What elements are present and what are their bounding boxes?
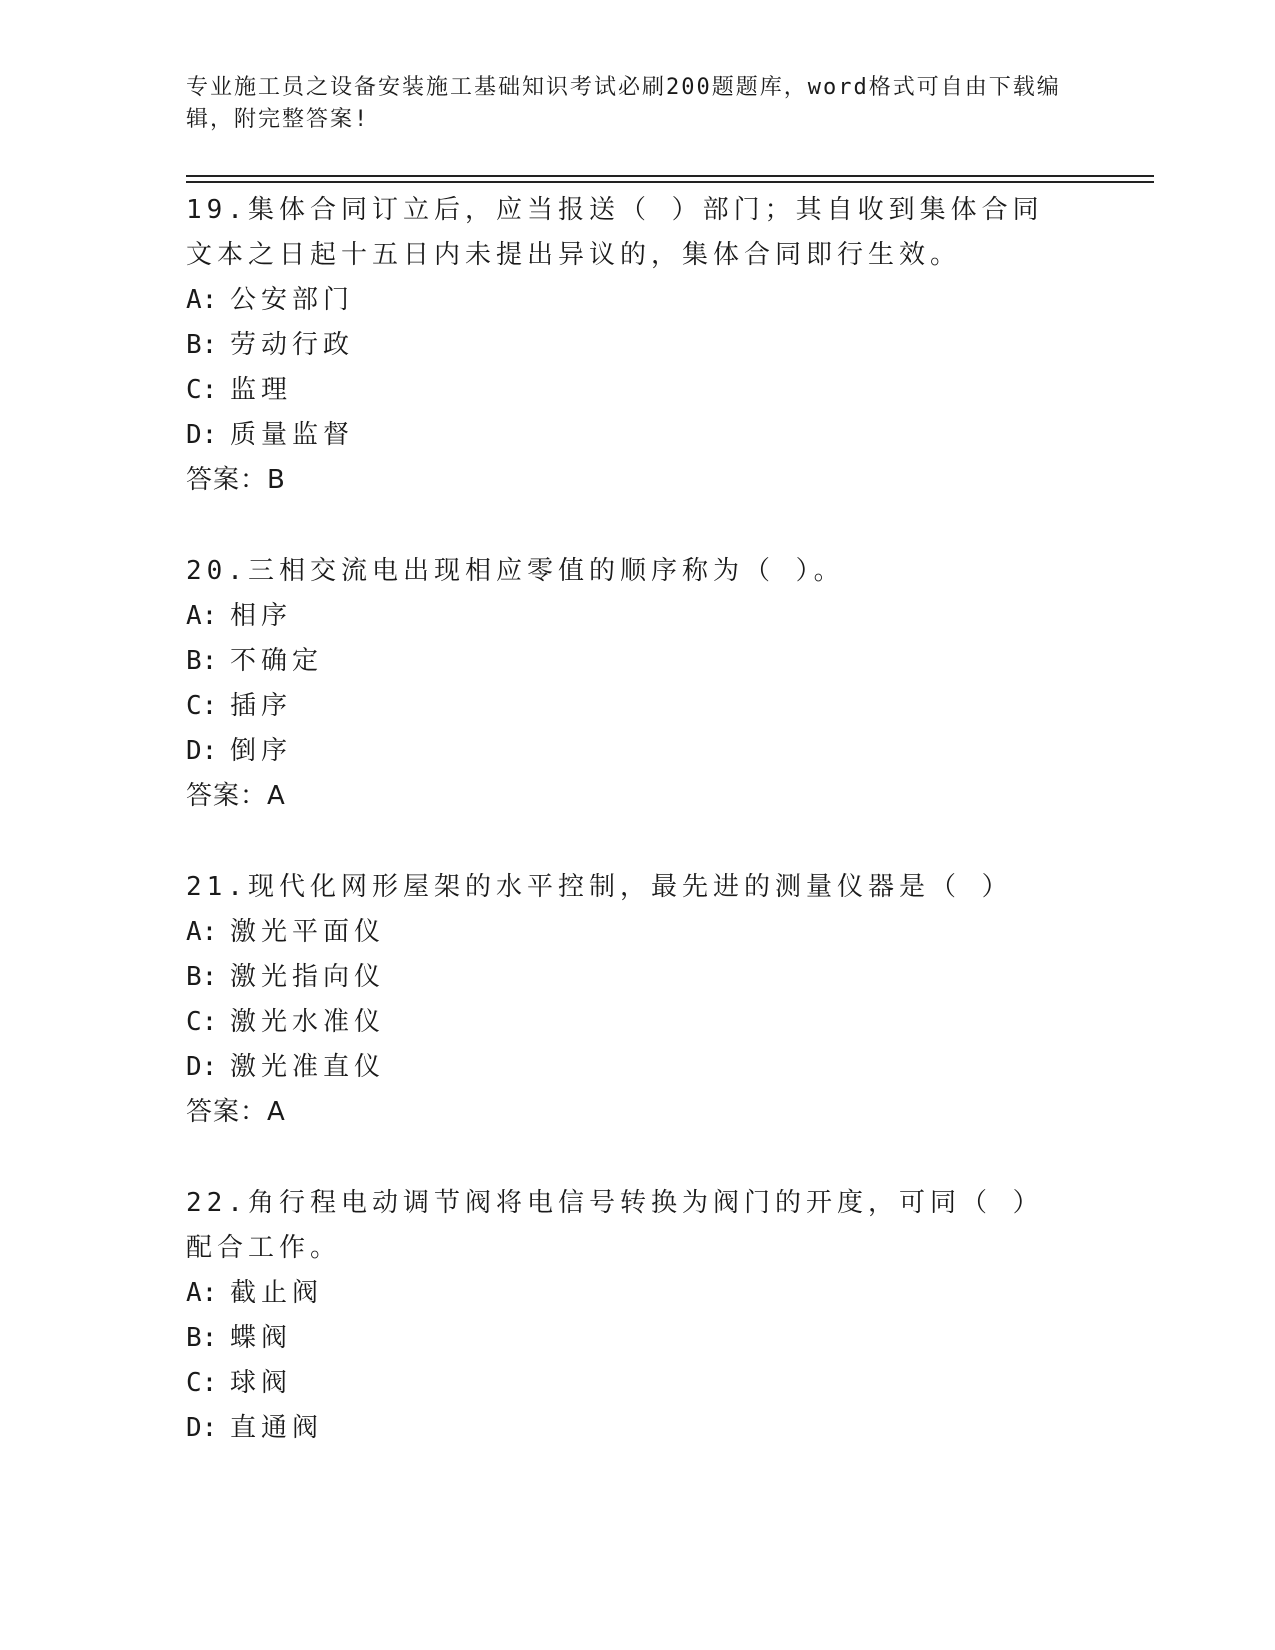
- option-c: [186, 368, 1066, 413]
- option-text: 激光水准仪: [230, 1007, 386, 1037]
- option-text: 监理: [230, 375, 293, 405]
- option-text: 倒序: [230, 736, 293, 766]
- option-key: C:: [186, 375, 218, 405]
- option-key: B:: [186, 962, 218, 992]
- option-key: D:: [186, 1052, 218, 1082]
- option-text: 质量监督: [230, 420, 355, 450]
- option-key: D:: [186, 1413, 218, 1443]
- option-key: D:: [186, 736, 218, 766]
- option-key: A:: [186, 285, 218, 315]
- option-text: 蝶阀: [230, 1323, 293, 1353]
- option-b: [186, 323, 1066, 368]
- option-key: A:: [186, 1278, 218, 1308]
- option-d: [186, 413, 1066, 458]
- option-text: 相序: [230, 601, 293, 631]
- question-20: [186, 549, 1066, 819]
- answer: 答案：A: [186, 781, 286, 811]
- option-key: C:: [186, 691, 218, 721]
- option-d: [186, 1045, 1066, 1090]
- option-key: B:: [186, 646, 218, 676]
- question-19: [186, 188, 1066, 503]
- option-key: A:: [186, 601, 218, 631]
- option-a: [186, 910, 1066, 955]
- option-c: [186, 1000, 1066, 1045]
- question-stem: 21.现代化网形屋架的水平控制，最先进的测量仪器是（ ）: [186, 872, 1013, 902]
- option-a: [186, 1271, 1066, 1316]
- question-stem: 19.集体合同订立后，应当报送（ ）部门；其自收到集体合同文本之日起十五日内未提出异议的，集体合同即行生效。: [186, 195, 1044, 270]
- page-header: 专业施工员之设备安装施工基础知识考试必刷200题题库，word格式可自由下载编辑，附完整答案!: [186, 75, 1061, 132]
- question-list: [186, 188, 1066, 1497]
- option-c: [186, 684, 1066, 729]
- answer: 答案：B: [186, 465, 286, 495]
- option-text: 截止阀: [230, 1278, 324, 1308]
- option-c: [186, 1361, 1066, 1406]
- option-key: C:: [186, 1368, 218, 1398]
- option-text: 插序: [230, 691, 293, 721]
- option-text: 直通阀: [230, 1413, 324, 1443]
- question-stem: 22.角行程电动调节阀将电信号转换为阀门的开度，可同（ ）配合工作。: [186, 1188, 1044, 1263]
- question-21: [186, 865, 1066, 1135]
- option-b: [186, 1316, 1066, 1361]
- option-text: 劳动行政: [230, 330, 355, 360]
- header-divider-top: [186, 175, 1154, 177]
- question-22: [186, 1181, 1066, 1451]
- option-key: D:: [186, 420, 218, 450]
- option-key: A:: [186, 917, 218, 947]
- option-key: B:: [186, 1323, 218, 1353]
- option-a: [186, 278, 1066, 323]
- option-text: 不确定: [230, 646, 324, 676]
- option-d: [186, 1406, 1066, 1451]
- option-text: 激光指向仪: [230, 962, 386, 992]
- option-text: 球阀: [230, 1368, 293, 1398]
- answer: 答案：A: [186, 1097, 286, 1127]
- option-text: 激光平面仪: [230, 917, 386, 947]
- option-b: [186, 955, 1066, 1000]
- header-divider-bottom: [186, 181, 1154, 183]
- option-text: 激光准直仪: [230, 1052, 386, 1082]
- option-b: [186, 639, 1066, 684]
- option-text: 公安部门: [230, 285, 355, 315]
- option-key: B:: [186, 330, 218, 360]
- option-a: [186, 594, 1066, 639]
- option-key: C:: [186, 1007, 218, 1037]
- option-d: [186, 729, 1066, 774]
- question-stem: 20.三相交流电出现相应零值的顺序称为（ ）。: [186, 556, 845, 586]
